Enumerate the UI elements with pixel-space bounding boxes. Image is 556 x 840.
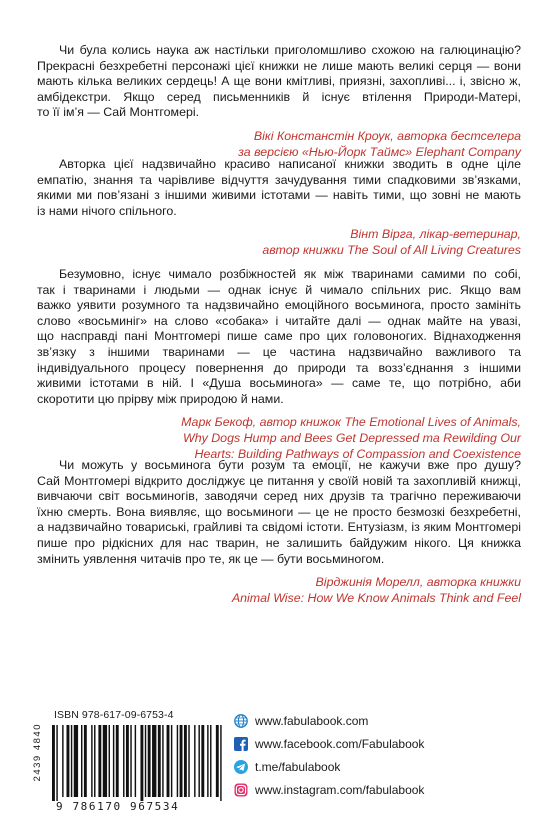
barcode-bar xyxy=(194,725,195,797)
contact-website[interactable] xyxy=(234,711,524,731)
contact-text: www.facebook.com/Fabulabook xyxy=(255,737,425,751)
attribution-line: Hearts: Building Pathways of Compassion and Coexistence xyxy=(194,446,521,461)
quote-line: вивчаючи світ восьминогів, заводячи серед них друзів та трагічно переживаючи xyxy=(37,489,521,504)
barcode-bar xyxy=(180,725,183,797)
barcode-digits: 9 786170 967534 xyxy=(56,800,180,813)
publisher-contacts xyxy=(234,711,524,803)
barcode-bar xyxy=(171,725,172,797)
quote-line: Авторка цієї надзвичайно красиво написаної книжки зводить в одне ціле xyxy=(59,157,521,171)
barcode-bar xyxy=(145,725,146,797)
quote-line: індивідуального процесу повернення до природи та возз’єднання з іншими xyxy=(37,360,521,375)
barcode-side-code: 2439 4840 xyxy=(32,723,43,782)
quote-line: а надзвичайно товариські, грайливі та свідомі істоти. Ентузіазм, із яким Монтгомері xyxy=(37,520,521,535)
quote-line: Сай Монтгомері відкрито досліджує це питання у своїй новій та захопливій книжці, xyxy=(37,473,521,488)
quote-line: Безумовно, існує чимало розбіжностей як між тваринами самими по собі, xyxy=(59,267,521,281)
barcode-bar xyxy=(123,725,124,797)
barcode-bar xyxy=(184,725,187,797)
attribution-line: Animal Wise: How We Know Animals Think and Feel xyxy=(231,590,521,605)
barcode-bar xyxy=(103,725,107,797)
quote-text xyxy=(37,458,521,567)
facebook-icon xyxy=(234,737,248,751)
barcode-bar xyxy=(91,725,92,797)
contact-facebook[interactable] xyxy=(234,734,524,754)
barcode-bar xyxy=(198,725,199,797)
contact-text: www.fabulabook.com xyxy=(255,714,369,728)
barcode-bar xyxy=(207,725,208,797)
attribution-line: Why Dogs Hump and Bees Get Depressed та Rewilding Our xyxy=(183,430,521,445)
quote-text xyxy=(37,43,521,121)
barcode-bar xyxy=(116,725,119,797)
isbn-barcode xyxy=(34,705,234,813)
barcode-bar xyxy=(220,725,221,801)
barcode-bar xyxy=(56,725,57,801)
contact-instagram[interactable] xyxy=(234,780,524,800)
attribution-line: Вінт Вірга, лікар-ветеринар, xyxy=(350,227,521,242)
quote-attribution xyxy=(37,575,521,606)
barcode-bar xyxy=(167,725,170,797)
barcode-bar xyxy=(135,725,136,797)
quote-2 xyxy=(37,157,521,259)
barcode-bar xyxy=(81,725,82,797)
telegram-icon xyxy=(234,760,248,774)
barcode-bar xyxy=(210,725,211,797)
quote-line: важко уявити розумного та надзвичайно емоційного восьминога, просто замініть xyxy=(37,298,521,313)
barcode-bar xyxy=(109,725,110,797)
quote-line: мають кілька великих сердець! А ще вони кмітливі, приязні, захопливі... і, звісно ж, xyxy=(37,74,521,89)
globe-icon xyxy=(234,714,248,728)
barcode-bar xyxy=(201,725,204,797)
isbn-number: ISBN 978-617-09-6753-4 xyxy=(54,709,174,721)
attribution-line: Вікі Констанстін Кроук, авторка бестселера xyxy=(253,128,521,143)
quote-line: якими ми пов’язані з іншими живими істотами — навіть тими, що зовні не мають xyxy=(37,188,521,203)
quote-text xyxy=(37,157,521,219)
barcode-bar xyxy=(74,725,78,797)
barcode-bar xyxy=(113,725,114,797)
quote-line: то її ім’я — Сай Монтгомері. xyxy=(37,105,200,120)
barcode-bar xyxy=(84,725,87,797)
quote-line: так і тваринами і людьми — однак існує й чимало спільних рис. Якщо вам xyxy=(37,282,521,297)
attribution-line: Вірджинія Морелл, авторка книжки xyxy=(315,575,521,590)
quote-line: живими істотами в ній. І «Душа восьминога» — саме те, що потрібно, аби xyxy=(37,376,521,391)
quote-attribution xyxy=(37,227,521,258)
quote-line: із нами нічого спільного. xyxy=(37,203,177,218)
barcode-bars xyxy=(34,705,234,805)
barcode-bar xyxy=(62,725,63,797)
barcode-bar xyxy=(158,725,161,797)
quote-line: змінить уявлення читачів про те, як це — бути восьминогом. xyxy=(37,551,385,566)
contact-text: www.instagram.com/fabulabook xyxy=(255,783,425,797)
quote-line: Чи була колись наука аж настільки приголомшливо схожою на галюцинацію? xyxy=(59,43,521,57)
barcode-bar xyxy=(94,725,95,797)
quote-line: що насправді пані Монтгомері пише саме про цих головоногих. Віднаходження xyxy=(37,329,521,344)
attribution-line: за версією «Нью-Йорк Таймс» Elephant Company xyxy=(238,144,521,159)
barcode-bar xyxy=(188,725,189,797)
barcode-bar xyxy=(71,725,72,797)
barcode-bar xyxy=(126,725,129,797)
quote-line: їхню смерть. Вона виявляє, що восьминоги — це не просто безмозкі безхребетні, xyxy=(37,504,521,519)
quote-line: зв’язку з іншими тваринами — це частина надзвичайно важливого та xyxy=(37,344,521,359)
quote-line: пише про рідкісних для нас тварин, не залишить байдужим нікого. Ця книжка xyxy=(37,535,521,550)
quote-line: слово «восьминіг» на слово «собака» і читайте далі — однак майте на увазі, xyxy=(37,313,521,328)
quote-4 xyxy=(37,458,521,606)
instagram-icon xyxy=(234,783,248,797)
quote-line: скоротити цю прірву між природою й нами. xyxy=(37,391,284,406)
quote-line: амбідекстри. Якщо серед письменників й існує втілення Природи-Матері, xyxy=(37,89,521,104)
barcode-bar xyxy=(177,725,178,797)
barcode-bar xyxy=(52,725,55,801)
quote-1 xyxy=(37,43,521,160)
quote-text xyxy=(37,267,521,407)
barcode-bar xyxy=(67,725,70,797)
attribution-line: автор книжки The Soul of All Living Creatures xyxy=(262,242,521,257)
quote-line: Прекрасні безхребетні персонажі цієї книжки не лише мають великі серця — вони xyxy=(37,58,521,73)
barcode-bar xyxy=(130,725,131,797)
barcode-bar xyxy=(162,725,163,797)
barcode-bar xyxy=(152,725,156,797)
quote-line: емпатію, знання та чарівливе відчуття зачудування тими спадковими зв’язками, xyxy=(37,172,521,187)
contact-text: t.me/fabulabook xyxy=(255,760,341,774)
barcode-bar xyxy=(148,725,151,797)
barcode-bar xyxy=(140,725,143,801)
quote-3 xyxy=(37,267,521,462)
quote-attribution xyxy=(37,129,521,160)
barcode-bar xyxy=(216,725,219,797)
contact-telegram[interactable] xyxy=(234,757,524,777)
attribution-line: Марк Бекоф, автор книжок The Emotional Lives of Animals, xyxy=(181,415,521,430)
quote-line: Чи можуть у восьминога бути розум та емоції, не кажучи вже про душу? xyxy=(59,458,521,472)
quote-attribution xyxy=(37,415,521,462)
barcode-bar xyxy=(98,725,101,797)
